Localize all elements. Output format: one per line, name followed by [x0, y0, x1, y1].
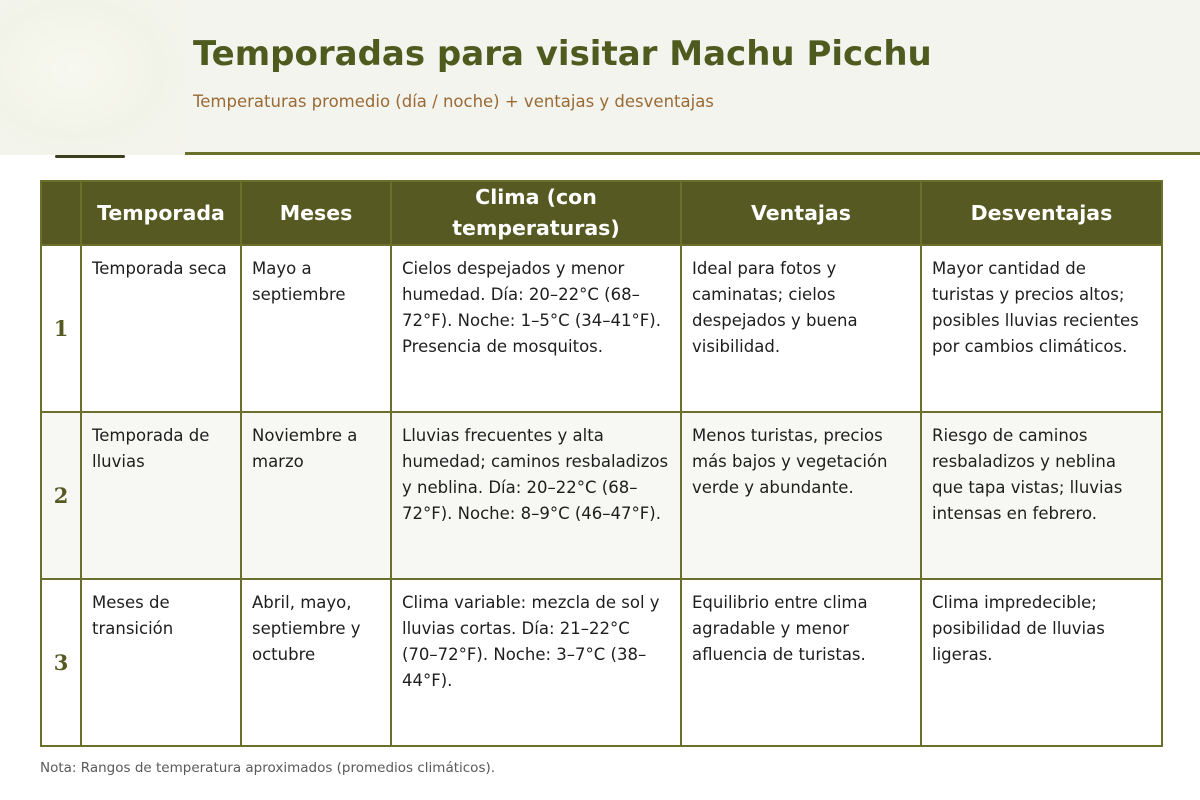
season-cell: Temporada de lluvias — [81, 412, 241, 579]
pros-cell: Equilibrio entre clima agradable y menor afluencia de turistas. — [681, 579, 921, 746]
row-number: 1 — [41, 245, 81, 412]
column-header-number — [41, 181, 81, 245]
pros-cell: Menos turistas, precios más bajos y vegetación verde y abundante. — [681, 412, 921, 579]
page-subtitle: Temperaturas promedio (día / noche) + ventajas y desventajas — [193, 92, 714, 111]
row-number: 2 — [41, 412, 81, 579]
climate-cell: Cielos despejados y menor humedad. Día: 20–22°C (68–72°F). Noche: 1–5°C (34–41°F). Presencia de mosquitos. — [391, 245, 681, 412]
table-row — [41, 579, 1162, 746]
column-header-pros: Ventajas — [681, 181, 921, 245]
months-cell: Mayo a septiembre — [241, 245, 391, 412]
season-cell: Temporada seca — [81, 245, 241, 412]
column-header-season: Temporada — [81, 181, 241, 245]
page-title: Temporadas para visitar Machu Picchu — [193, 34, 932, 74]
table-row — [41, 412, 1162, 579]
months-cell: Abril, mayo, septiembre y octubre — [241, 579, 391, 746]
cons-cell: Clima impredecible; posibilidad de lluvias ligeras. — [921, 579, 1162, 746]
months-cell: Noviembre a marzo — [241, 412, 391, 579]
column-header-climate: Clima (con temperaturas) — [391, 181, 681, 245]
footnote: Nota: Rangos de temperatura aproximados (promedios climáticos). — [40, 760, 496, 776]
column-header-months: Meses — [241, 181, 391, 245]
climate-cell: Lluvias frecuentes y alta humedad; caminos resbaladizos y neblina. Día: 20–22°C (68–72°F). Noche: 8–9°C (46–47°F). — [391, 412, 681, 579]
cons-cell: Mayor cantidad de turistas y precios altos; posibles lluvias recientes por cambios climáticos. — [921, 245, 1162, 412]
season-cell: Meses de transición — [81, 579, 241, 746]
column-header-cons: Desventajas — [921, 181, 1162, 245]
page-header — [0, 0, 1200, 155]
climate-cell: Clima variable: mezcla de sol y lluvias cortas. Día: 21–22°C (70–72°F). Noche: 3–7°C (38–44°F). — [391, 579, 681, 746]
table-header-row — [41, 181, 1162, 245]
table-row — [41, 245, 1162, 412]
row-number: 3 — [41, 579, 81, 746]
header-decoration-shadow — [55, 155, 125, 158]
seasons-table — [40, 180, 1163, 747]
header-decoration — [0, 0, 185, 155]
cons-cell: Riesgo de caminos resbaladizos y neblina que tapa vistas; lluvias intensas en febrero. — [921, 412, 1162, 579]
pros-cell: Ideal para fotos y caminatas; cielos despejados y buena visibilidad. — [681, 245, 921, 412]
